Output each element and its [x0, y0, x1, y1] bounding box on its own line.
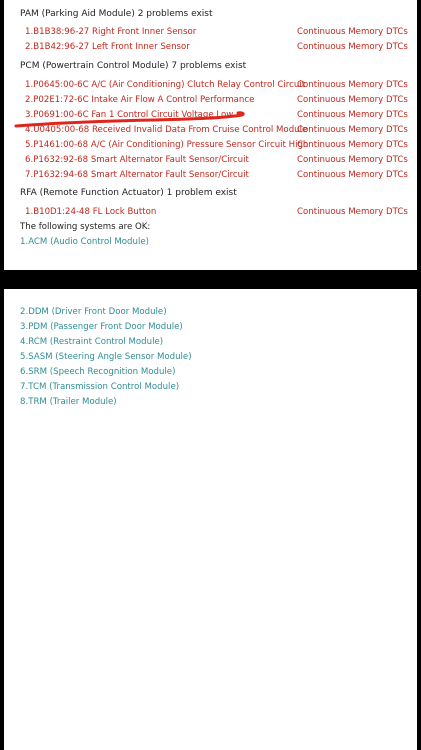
ok-system-item: 2.DDM (Driver Front Door Module)	[20, 307, 167, 317]
dtc-row	[25, 80, 409, 93]
dtc-status: Continuous Memory DTCs	[297, 125, 408, 135]
ok-system-item: 3.PDM (Passenger Front Door Module)	[20, 322, 183, 332]
dtc-status: Continuous Memory DTCs	[297, 207, 408, 217]
dtc-code: 6.P1632:92-68 Smart Alternator Fault Sensor/Circuit	[25, 155, 249, 165]
ok-system-item: 7.TCM (Transmission Control Module)	[20, 382, 180, 392]
pam-header: PAM (Parking Aid Module) 2 problems exist	[20, 9, 213, 19]
dtc-row	[25, 95, 409, 108]
dtc-code: 2.P02E1:72-6C Intake Air Flow A Control Performance	[25, 95, 255, 105]
dtc-status: Continuous Memory DTCs	[297, 42, 408, 52]
dtc-status: Continuous Memory DTCs	[297, 140, 408, 150]
dtc-status: Continuous Memory DTCs	[297, 170, 408, 180]
dtc-code: 7.P1632:94-68 Smart Alternator Fault Sensor/Circuit	[25, 170, 249, 180]
report-card-top	[4, 0, 417, 270]
dtc-row	[25, 140, 409, 153]
dtc-row	[25, 42, 409, 55]
dtc-row	[25, 27, 409, 40]
ok-system-item: 5.SASM (Steering Angle Sensor Module)	[20, 352, 192, 362]
dtc-status: Continuous Memory DTCs	[297, 27, 408, 37]
ok-system-item: 8.TRM (Trailer Module)	[20, 397, 117, 407]
dtc-status: Continuous Memory DTCs	[297, 110, 408, 120]
rfa-header: RFA (Remote Function Actuator) 1 problem exist	[20, 188, 237, 198]
dtc-code: 1.B10D1:24-48 FL Lock Button	[25, 207, 157, 217]
dtc-code: 3.P0691:00-6C Fan 1 Control Circuit Voltage Low	[25, 110, 234, 120]
dtc-row	[25, 155, 409, 168]
dtc-status: Continuous Memory DTCs	[297, 155, 408, 165]
dtc-status: Continuous Memory DTCs	[297, 80, 408, 90]
dtc-code: 1.B1B38:96-27 Right Front Inner Sensor	[25, 27, 197, 37]
ok-system-item: 1.ACM (Audio Control Module)	[20, 237, 149, 247]
dtc-row-highlighted	[25, 110, 409, 123]
dtc-code: 1.P0645:00-6C A/C (Air Conditioning) Clutch Relay Control Circuit	[25, 80, 306, 90]
dtc-status: Continuous Memory DTCs	[297, 95, 408, 105]
ok-systems-header: The following systems are OK:	[20, 222, 151, 232]
report-card-bottom	[4, 289, 417, 750]
ok-system-item: 6.SRM (Speech Recognition Module)	[20, 367, 176, 377]
dtc-row	[25, 125, 409, 138]
ok-system-item: 4.RCM (Restraint Control Module)	[20, 337, 164, 347]
dtc-code: 4.U0405:00-68 Received Invalid Data From Cruise Control Module	[25, 125, 308, 135]
pcm-header: PCM (Powertrain Control Module) 7 problems exist	[20, 61, 247, 71]
dtc-row	[25, 170, 409, 183]
dtc-row	[25, 207, 409, 220]
dtc-code: 2.B1B42:96-27 Left Front Inner Sensor	[25, 42, 190, 52]
dtc-code: 5.P1461:00-68 A/C (Air Conditioning) Pressure Sensor Circuit High	[25, 140, 309, 150]
